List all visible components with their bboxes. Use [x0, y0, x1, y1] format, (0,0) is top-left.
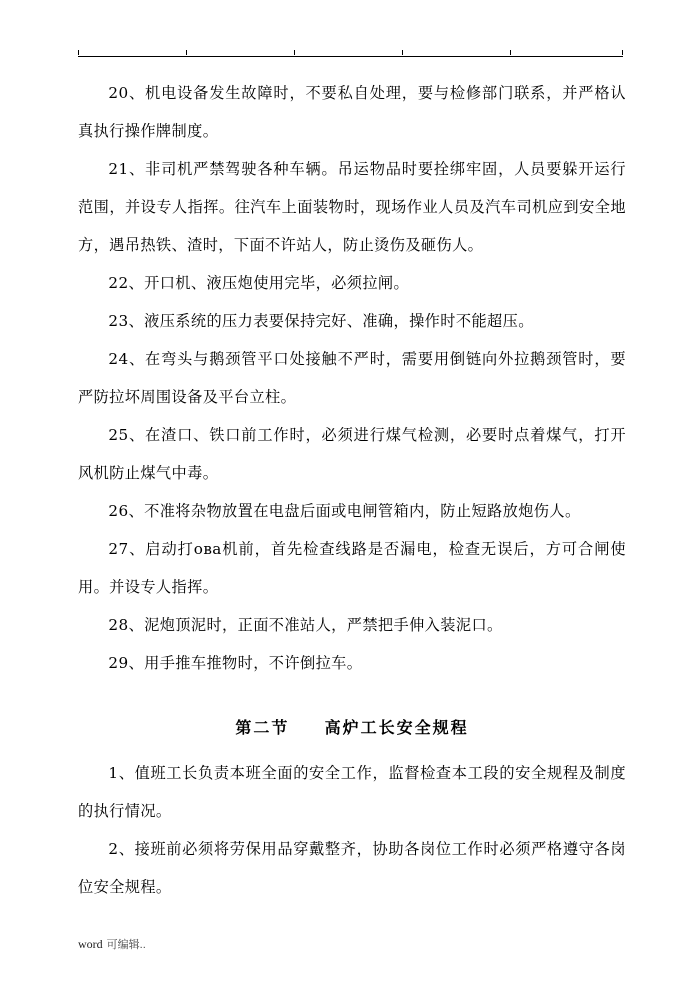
paragraph-20: 20、机电设备发生故障时，不要私自处理，要与检修部门联系，并严格认真执行操作牌制度。: [78, 84, 626, 140]
margin-tick: [402, 50, 403, 55]
section-name: 高炉工长安全规程: [324, 718, 469, 737]
paragraph-21: 21、非司机严禁驾驶各种车辆。吊运物品时要拴绑牢固，人员要躲开运行范围，并设专人指挥。往汽车上面装物时，现场作业人员及汽车司机应到安全地方，遇吊热铁、渣时，下面不许站人，防止烫伤及砸伤人。: [78, 160, 626, 254]
paragraph-29: 29、用手推车推物时，不许倒拉车。: [108, 654, 363, 672]
header-rule: [78, 56, 623, 57]
margin-tick: [294, 50, 295, 55]
section-number: 第二节: [235, 718, 290, 737]
margin-tick: [186, 50, 187, 55]
paragraph-26: 26、不准将杂物放置在电盘后面或电闸管箱内，防止短路放炮伤人。: [108, 502, 581, 520]
paragraph-24: 24、在弯头与鹅颈管平口处接触不严时，需要用倒链向外拉鹅颈管时，要严防拉坏周围设备及平台立柱。: [78, 350, 626, 406]
page-footer: [78, 936, 146, 952]
paragraph-23: 23、液压系统的压力表要保持完好、准确，操作时不能超压。: [108, 312, 534, 330]
margin-tick: [510, 50, 511, 55]
margin-tick: [622, 50, 623, 55]
section-paragraph-1: 1、值班工长负责本班全面的安全工作，监督检查本工段的安全规程及制度的执行情况。: [78, 764, 626, 820]
document-body: [78, 74, 626, 906]
margin-tick: [78, 50, 79, 55]
paragraph-25: 25、在渣口、铁口前工作时，必须进行煤气检测，必要时点着煤气，打开风机防止煤气中毒。: [78, 426, 626, 482]
paragraph-28: 28、泥炮顶泥时，正面不准站人，严禁把手伸入装泥口。: [108, 616, 503, 634]
section-heading: [78, 708, 626, 748]
footer-label: word: [78, 937, 103, 951]
paragraph-22: 22、开口机、液压炮使用完毕，必须拉闸。: [108, 274, 410, 292]
paragraph-27: 27、启动打ова机前，首先检查线路是否漏电，检查无误后，方可合闸使用。并设专人指挥。: [78, 540, 626, 596]
footer-note: 可编辑..: [106, 939, 146, 951]
section-paragraph-2: 2、接班前必须将劳保用品穿戴整齐，协助各岗位工作时必须严格遵守各岗位安全规程。: [78, 840, 626, 896]
